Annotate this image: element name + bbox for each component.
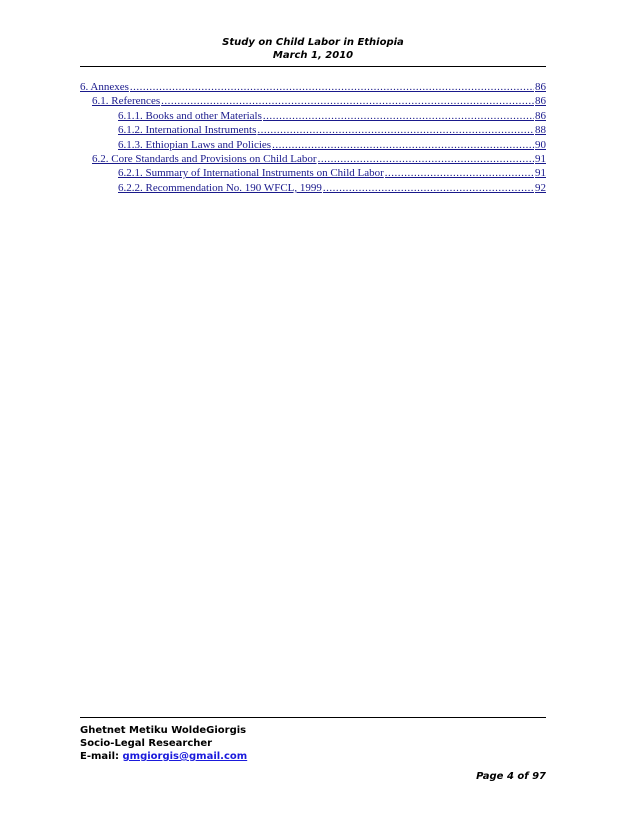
toc-entry-page: 92 <box>535 181 546 194</box>
toc-entry-title: 6.1.3. Ethiopian Laws and Policies <box>118 138 272 151</box>
toc-entry-title: 6.2. Core Standards and Provisions on Child Labor <box>92 153 317 166</box>
toc-entry-title: 6.1.1. Books and other Materials <box>118 109 262 122</box>
toc-entry-title: 6. Annexes <box>80 81 129 93</box>
page-header <box>80 36 546 62</box>
toc-dot-leader <box>161 94 534 108</box>
header-divider <box>80 66 546 67</box>
toc-entry-ethiopian-laws[interactable] <box>80 138 546 152</box>
toc-entry-page: 86 <box>535 95 546 108</box>
toc-dot-leader <box>272 138 534 152</box>
toc-entry-title: 6.1. References <box>92 95 161 108</box>
header-date: March 1, 2010 <box>272 50 354 61</box>
toc-dot-leader <box>323 181 534 195</box>
footer-author: Ghetnet Metiku WoldeGiorgis <box>80 725 247 736</box>
toc-entry-page: 86 <box>535 109 546 122</box>
page-number: Page 4 of 97 <box>476 771 546 782</box>
toc-entry-books[interactable] <box>80 109 546 123</box>
page-footer <box>80 724 546 763</box>
toc-entry-page: 91 <box>535 167 546 180</box>
footer-email-label: E-mail: <box>80 751 123 762</box>
toc-entry-title: 6.2.2. Recommendation No. 190 WFCL, 1999 <box>118 181 322 194</box>
toc-dot-leader <box>130 80 534 94</box>
toc-entry-core-standards[interactable] <box>80 152 546 166</box>
toc-entry-summary-instruments[interactable] <box>80 166 546 180</box>
header-title: Study on Child Labor in Ethiopia <box>222 37 404 48</box>
toc-dot-leader <box>318 152 534 166</box>
footer-email-line <box>80 750 546 763</box>
toc-dot-leader <box>263 109 534 123</box>
footer-role: Socio-Legal Researcher <box>80 738 213 749</box>
toc-entry-international-instruments[interactable] <box>80 123 546 137</box>
toc-dot-leader <box>385 166 534 180</box>
footer-email-link[interactable]: gmgiorgis@gmail.com <box>122 751 248 762</box>
toc-entry-recommendation-190[interactable] <box>80 181 546 195</box>
toc-entry-page: 88 <box>535 124 546 137</box>
toc-entry-references[interactable] <box>80 94 546 108</box>
toc-entry-title: 6.2.1. Summary of International Instruments on Child Labor <box>118 167 384 180</box>
toc-entry-title: 6.1.2. International Instruments <box>118 124 257 137</box>
toc-dot-leader <box>257 123 534 137</box>
footer-divider <box>80 717 546 718</box>
toc-entry-annexes[interactable] <box>80 80 546 94</box>
table-of-contents <box>80 80 546 195</box>
toc-entry-page: 91 <box>535 153 546 166</box>
toc-entry-page: 86 <box>535 81 546 93</box>
toc-entry-page: 90 <box>535 138 546 151</box>
